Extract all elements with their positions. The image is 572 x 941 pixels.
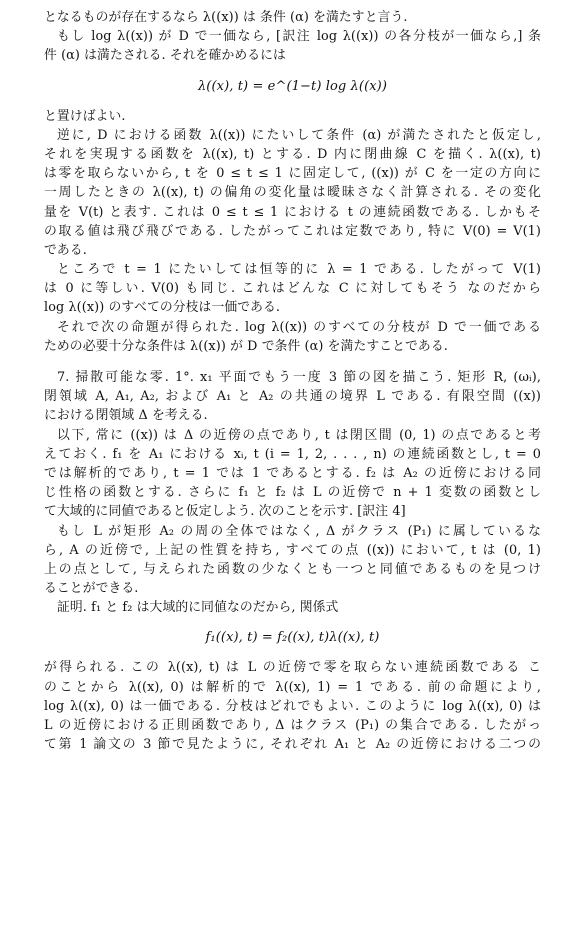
text-line: もし log λ((x)) が D で一価なら, [訳注 log λ((x)) の各分枝が一価なら,] 条 [57,29,541,45]
text-line: と置けばよい. [44,108,126,124]
text-line: の取る値は飛び飛びである. したがってこれは定数であり, 特に V(0) = V(1) [44,223,541,239]
text-line: えておく. f₁ を A₁ における xᵢ, t (i = 1, 2, . . . , n) の連続函数とし, t = 0 [44,446,541,462]
text-line: ための必要十分な条件は λ((x)) が D で条件 (α) を満たすことである. [44,338,448,354]
text-line: 一周したときの λ((x), t) の偏角の変化量は曖昧さなく計算される. その変化 [44,185,541,201]
text-line: のことから λ((x), 0) は解析的で λ((x), 1) = 1 である. 前の命題により, [44,679,541,695]
text-line: では解析的であり, t = 1 では 1 であるとする. f₂ は A₂ の近傍における同 [44,465,541,481]
text-line: ら, A の近傍で, 上記の性質を持ち, すべての点 ((x)) において, t は (0, 1) [44,542,541,558]
text-line: が得られる. この λ((x), t) は L の近傍で零を取らない連続函数である こ [44,660,541,676]
text-line: における閉領域 Δ を考える. [44,408,208,424]
text-line: 上の点として, 与えられた函数の少なくとも一つと同値であるものを見つけ [44,561,541,577]
text-line: もし L が矩形 A₂ の周の全体ではなく, Δ がクラス (P₁) に属しているな [57,523,541,539]
text-line: となるものが存在するなら λ((x)) は 条件 (α) を満たすと言う. [44,10,408,25]
text-line: 量を V(t) と表す. これは 0 ≤ t ≤ 1 における t の連続函数である. しかもそ [44,204,541,220]
text-line: は零を取らないから, t を 0 ≤ t ≤ 1 に固定して, ((x)) が C を一定の方向に [44,166,541,182]
equation: λ((x), t) = e^(1−t) log λ((x)) [197,78,388,94]
section-gap [44,356,541,368]
text-line: ることができる. [44,581,139,597]
text-line: 閉領域 A, A₁, A₂, および A₁ と A₂ の共通の境界 L である. 有限空間 ((x)) [44,389,541,405]
text-line: log λ((x)) のすべての分枝は一価である. [44,300,281,316]
text-line: 逆に, D における函数 λ((x)) にたいして条件 (α) が満たされたと仮定し, [57,127,541,143]
text-line: L の近傍における正則函数であり, Δ はクラス (P₁) の集合である. したがっ [44,718,541,733]
text-line: て大域的に同値であると仮定しよう. 次のことを示す. [訳注 4] [44,504,406,520]
text-line: それで次の命題が得られた. log λ((x)) のすべての分枝が D で一価である [57,319,541,335]
text-line: て第 1 論文の 3 節で見たように, それぞれ A₁ と A₂ の近傍における二つの [44,737,541,753]
text-line: 件 (α) は満たされる. それを確かめるには [44,48,286,64]
text-line: じ性格の函数とする. さらに f₁ と f₂ は L の近傍で n + 1 変数の函数とし [44,485,541,501]
section-heading-line: 7. 掃散可能な零. 1°. x₁ 平面でもう一度 3 節の図を描こう. 矩形 R, (ωᵢ), [57,370,541,385]
text-line: 以下, 常に ((x)) は Δ の近傍の点であり, t は閉区間 (0, 1) の点であると考 [57,427,541,443]
text-line: それを実現する函数を λ((x), t) とする. D 内に閉曲線 C を描く. λ((x), t) [44,146,541,162]
text-line: である. [44,242,87,258]
text-line: log λ((x), 0) は一価である. 分枝はどれでもよい. このように log λ((x), 0) は [44,698,541,714]
text-line: ところで t = 1 にたいしては恒等的に λ = 1 である. したがって V(1) [57,262,541,278]
text-line: 証明. f₁ と f₂ は大域的に同値なのだから, 関係式 [57,600,339,616]
equation: f₁((x), t) = f₂((x), t)λ((x), t) [205,630,380,646]
text-line: は 0 に等しい. V(0) も同じ. これはどんな C に対してもそう なのだから [44,281,541,297]
